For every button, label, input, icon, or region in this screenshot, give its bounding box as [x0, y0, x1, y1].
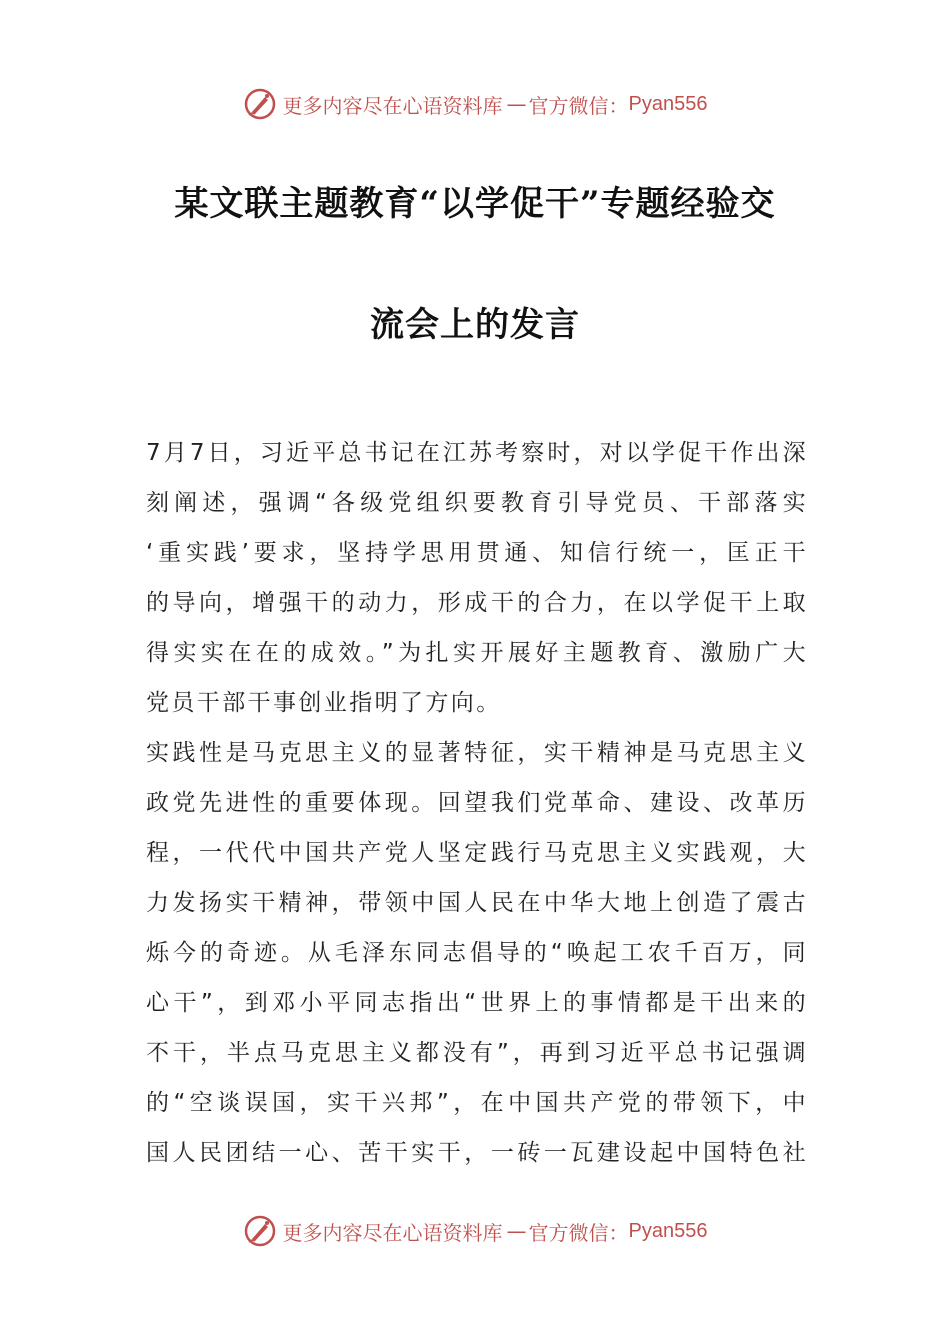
body-line: 党员干部干事创业指明了方向。	[146, 690, 502, 716]
body-line: 不干，半点马克思主义都没有”，再到习近平总书记强调	[146, 1040, 808, 1066]
watermark-text: 更多内容尽在心语资料库	[282, 93, 503, 118]
body-line: 的导向，增强干的动力，形成干的合力，在以学促干上取	[146, 590, 808, 616]
document-title-line-2: 流会上的发言	[370, 305, 580, 345]
watermark-label: 官方微信：	[528, 1220, 629, 1245]
document-title-line-1: 某文联主题教育“以学促干”专题经验交	[174, 184, 776, 224]
body-line: 刻阐述，强调“各级党组织要教育引导党员、干部落实	[146, 490, 808, 516]
footer-watermark	[0, 1211, 950, 1251]
body-line: 7月7日，习近平总书记在江苏考察时，对以学促干作出深	[146, 440, 808, 466]
body-line: 政党先进性的重要体现。回望我们党革命、建设、改革历	[146, 790, 808, 816]
watermark-id: Pyan556	[628, 1219, 708, 1242]
body-line: 实践性是马克思主义的显著特征，实干精神是马克思主义	[146, 740, 808, 766]
pen-logo-icon	[243, 1214, 277, 1248]
body-line: 程，一代代中国共产党人坚定践行马克思主义实践观，大	[146, 840, 808, 866]
watermark-text: 更多内容尽在心语资料库	[282, 1220, 503, 1245]
header-watermark	[0, 84, 950, 124]
body-line: 烁今的奇迹。从毛泽东同志倡导的“唤起工农千百万，同	[146, 940, 808, 966]
body-line: 心干”，到邓小平同志指出“世界上的事情都是干出来的	[146, 990, 808, 1016]
watermark-label: 官方微信：	[528, 93, 629, 118]
body-line: ‘重实践’要求，坚持学思用贯通、知信行统一，匡正干	[146, 540, 808, 566]
document-body	[146, 428, 808, 1178]
pen-logo-icon	[243, 87, 277, 121]
watermark-separator: —	[506, 1219, 525, 1243]
body-line: 力发扬实干精神，带领中国人民在中华大地上创造了震古	[146, 890, 808, 916]
body-line: 的“空谈误国，实干兴邦”，在中国共产党的带领下，中	[146, 1090, 808, 1116]
body-line: 国人民团结一心、苦干实干，一砖一瓦建设起中国特色社	[146, 1140, 808, 1166]
body-line: 得实实在在的成效。”为扎实开展好主题教育、激励广大	[146, 640, 808, 666]
watermark-id: Pyan556	[628, 92, 708, 115]
watermark-separator: —	[506, 92, 525, 116]
